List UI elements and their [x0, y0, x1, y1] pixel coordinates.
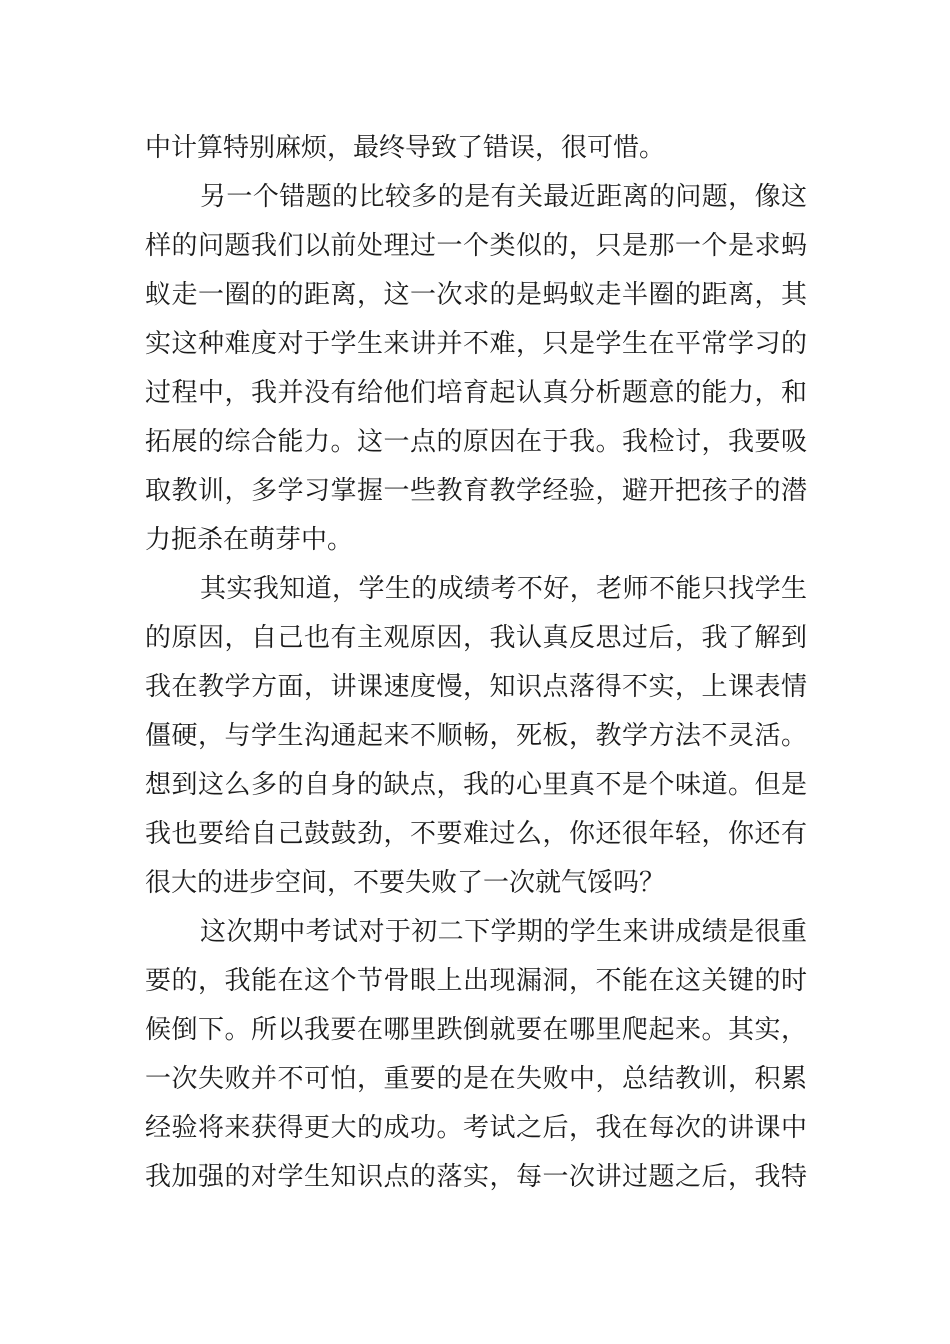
text-line: 样的问题我们以前处理过一个类似的，只是那一个是求蚂 [145, 231, 807, 261]
text-line: 这次期中考试对于初二下学期的学生来讲成绩是很重 [200, 917, 807, 947]
text-line: 过程中，我并没有给他们培育起认真分析题意的能力，和 [145, 378, 807, 408]
text-line: 要的，我能在这个节骨眼上出现漏洞，不能在这关键的时 [145, 966, 807, 996]
text-line: 另一个错题的比较多的是有关最近距离的问题，像这 [200, 182, 807, 212]
text-line: 拓展的综合能力。这一点的原因在于我。我检讨，我要吸 [145, 427, 807, 457]
text-line: 实这种难度对于学生来讲并不难，只是学生在平常学习的 [145, 329, 807, 359]
document-body [145, 124, 807, 1202]
text-line: 取教训，多学习掌握一些教育教学经验，避开把孩子的潜 [145, 476, 807, 506]
text-line: 经验将来获得更大的成功。考试之后，我在每次的讲课中 [145, 1113, 807, 1143]
text-line: 蚁走一圈的的距离，这一次求的是蚂蚁走半圈的距离，其 [145, 280, 807, 310]
text-line: 一次失败并不可怕，重要的是在失败中，总结教训，积累 [145, 1064, 807, 1094]
text-line: 我在教学方面，讲课速度慢，知识点落得不实，上课表情 [145, 672, 807, 702]
text-line: 我加强的对学生知识点的落实，每一次讲过题之后，我特 [145, 1162, 807, 1192]
text-line: 力扼杀在萌芽中。 [145, 525, 354, 555]
text-line: 我也要给自己鼓鼓劲，不要难过么，你还很年轻，你还有 [145, 819, 807, 849]
text-line: 其实我知道，学生的成绩考不好，老师不能只找学生 [200, 574, 807, 604]
text-line: 中计算特别麻烦，最终导致了错误，很可惜。 [145, 133, 666, 163]
text-line: 僵硬，与学生沟通起来不顺畅，死板，教学方法不灵活。 [145, 721, 807, 751]
text-line: 想到这么多的自身的缺点，我的心里真不是个味道。但是 [145, 770, 807, 800]
text-line: 的原因，自己也有主观原因，我认真反思过后，我了解到 [145, 623, 807, 653]
text-line: 候倒下。所以我要在哪里跌倒就要在哪里爬起来。其实， [145, 1015, 807, 1045]
text-line: 很大的进步空间，不要失败了一次就气馁吗？ [145, 868, 666, 898]
